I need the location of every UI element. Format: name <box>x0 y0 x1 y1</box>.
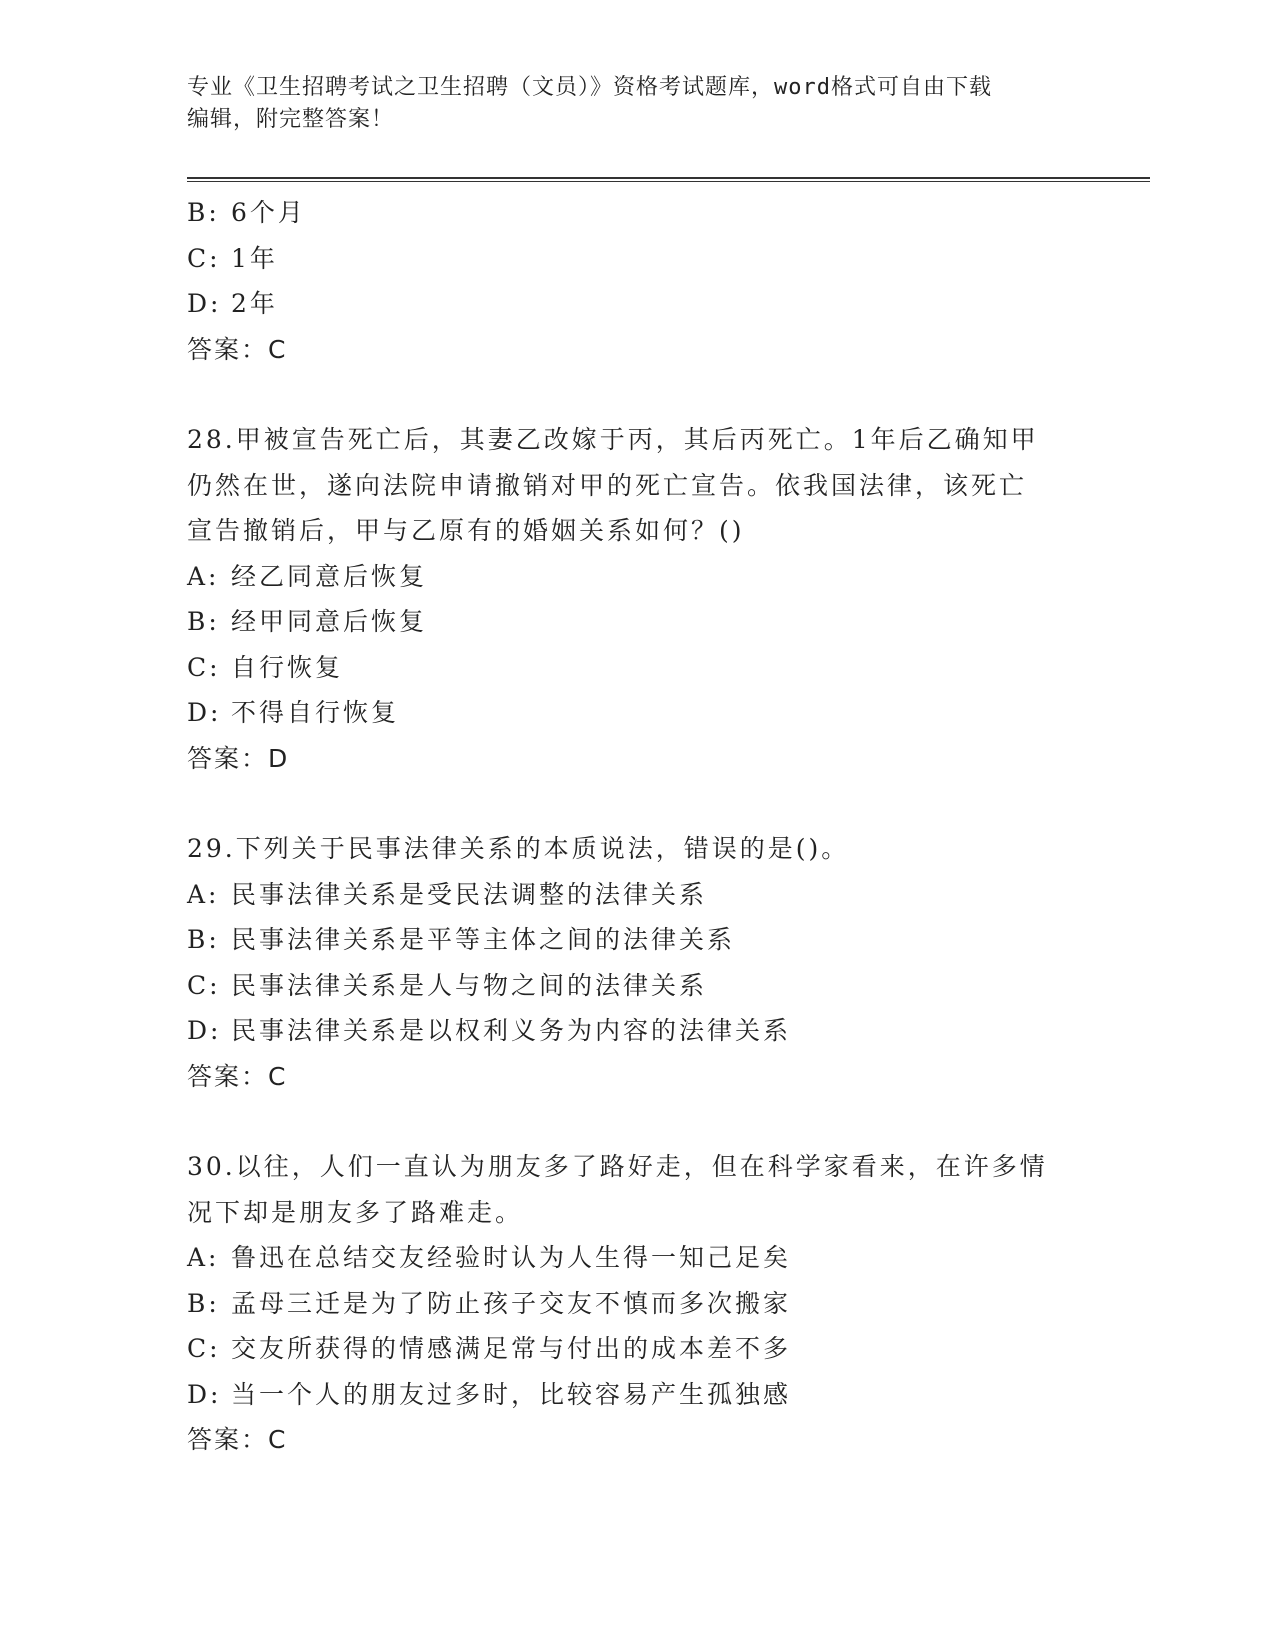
option-b: B: 6个月 <box>187 198 306 227</box>
question-stem-line: 29.下列关于民事法律关系的本质说法，错误的是()。 <box>187 834 850 863</box>
question-stem-line: 30.以往，人们一直认为朋友多了路好走，但在科学家看来，在许多情 <box>187 1152 1048 1181</box>
option-d: D: 民事法律关系是以权利义务为内容的法律关系 <box>187 1016 792 1045</box>
option-c: C: 自行恢复 <box>187 652 344 682</box>
answer-line: 答案：C <box>187 1425 288 1454</box>
question-list <box>187 190 1087 1463</box>
option-d: D: 当一个人的朋友过多时，比较容易产生孤独感 <box>187 1379 792 1409</box>
option-a: A: 经乙同意后恢复 <box>187 561 428 591</box>
option-b: B: 民事法律关系是平等主体之间的法律关系 <box>187 925 736 954</box>
question-stem-line: 仍然在世，遂向法院申请撤销对甲的死亡宣告。依我国法律，该死亡 <box>187 470 1028 500</box>
spacer <box>187 1099 1087 1144</box>
option-a: A: 民事法律关系是受民法调整的法律关系 <box>187 879 708 909</box>
document-header <box>187 72 1087 136</box>
question-28 <box>187 417 1087 781</box>
answer-line: 答案：C <box>187 334 288 364</box>
header-divider-thin <box>187 181 1150 182</box>
question-stem-line: 况下却是朋友多了路难走。 <box>187 1197 524 1227</box>
option-b: B: 经甲同意后恢复 <box>187 607 428 636</box>
option-a: A: 鲁迅在总结交友经验时认为人生得一知己足矣 <box>187 1243 792 1272</box>
option-c: C: 交友所获得的情感满足常与付出的成本差不多 <box>187 1334 792 1363</box>
spacer <box>187 781 1087 826</box>
answer-line: 答案：D <box>187 743 290 773</box>
header-divider-thick <box>187 177 1150 179</box>
answer-line: 答案：C <box>187 1061 288 1091</box>
option-d: D: 不得自行恢复 <box>187 698 400 727</box>
option-d: D: 2年 <box>187 289 278 318</box>
question-27 <box>187 190 1087 372</box>
question-stem-line: 28.甲被宣告死亡后，其妻乙改嫁于丙，其后丙死亡。1年后乙确知甲 <box>187 425 1039 454</box>
option-b: B: 孟母三迁是为了防止孩子交友不慎而多次搬家 <box>187 1288 792 1318</box>
header-line-2: 编辑，附完整答案！ <box>187 107 395 132</box>
option-c: C: 民事法律关系是人与物之间的法律关系 <box>187 970 708 1000</box>
spacer <box>187 372 1087 417</box>
question-30 <box>187 1144 1087 1463</box>
question-stem-line: 宣告撤销后，甲与乙原有的婚姻关系如何？() <box>187 516 745 545</box>
header-line-1: 专业《卫生招聘考试之卫生招聘（文员）》资格考试题库，word格式可自由下载 <box>187 75 992 100</box>
option-c: C: 1年 <box>187 243 278 273</box>
question-29 <box>187 826 1087 1099</box>
